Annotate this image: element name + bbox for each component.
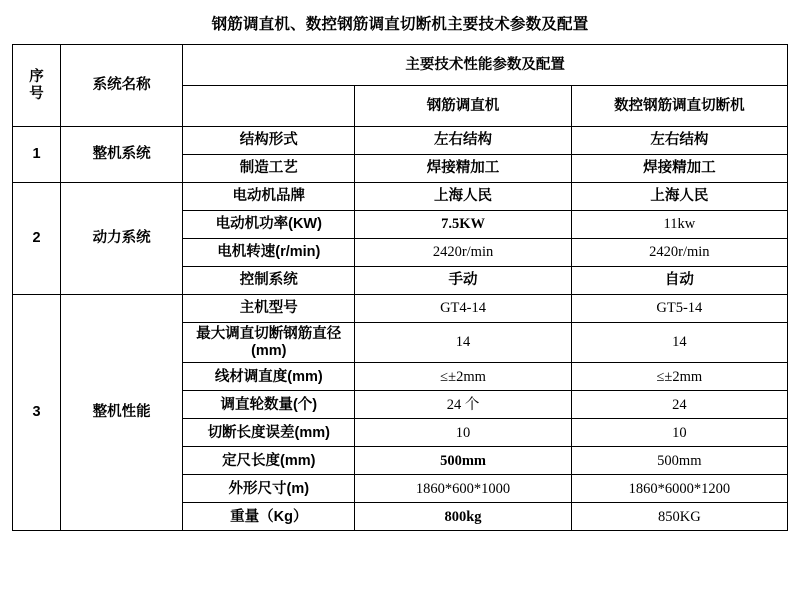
row-item-label: 重量（Kg） [183, 503, 355, 531]
row-value-machine-b: GT5-14 [571, 295, 787, 323]
row-value-machine-a: 7.5KW [355, 211, 571, 239]
row-item-label: 切断长度误差(mm) [183, 419, 355, 447]
row-value-machine-b: ≤±2mm [571, 363, 787, 391]
row-item-label: 定尺长度(mm) [183, 447, 355, 475]
header-item-blank [183, 86, 355, 127]
row-value-machine-b: 24 [571, 391, 787, 419]
row-value-machine-b: 11kw [571, 211, 787, 239]
row-value-machine-a: 焊接精加工 [355, 155, 571, 183]
row-value-machine-b: 500mm [571, 447, 787, 475]
row-item-label: 制造工艺 [183, 155, 355, 183]
row-value-machine-a: GT4-14 [355, 295, 571, 323]
row-value-machine-a: 14 [355, 323, 571, 363]
row-value-machine-b: 10 [571, 419, 787, 447]
row-value-machine-b: 自动 [571, 267, 787, 295]
page-title: 钢筋调直机、数控钢筋调直切断机主要技术参数及配置 [211, 16, 589, 33]
table-header-row-1 [13, 45, 788, 86]
header-seq-line1: 序 [29, 68, 44, 85]
header-machine-a: 钢筋调直机 [355, 86, 571, 127]
row-value-machine-b: 左右结构 [571, 127, 787, 155]
row-value-machine-a: 500mm [355, 447, 571, 475]
row-item-label: 主机型号 [183, 295, 355, 323]
row-value-machine-a: ≤±2mm [355, 363, 571, 391]
row-value-machine-a: 手动 [355, 267, 571, 295]
row-value-machine-b: 2420r/min [571, 239, 787, 267]
row-item-label: 电动机品牌 [183, 183, 355, 211]
row-item-label: 调直轮数量(个) [183, 391, 355, 419]
row-item-label: 线材调直度(mm) [183, 363, 355, 391]
row-value-machine-b: 上海人民 [571, 183, 787, 211]
row-value-machine-a: 800kg [355, 503, 571, 531]
row-item-label: 结构形式 [183, 127, 355, 155]
row-value-machine-a: 24 个 [355, 391, 571, 419]
spec-table [12, 44, 788, 531]
row-value-machine-b: 14 [571, 323, 787, 363]
row-value-machine-a: 10 [355, 419, 571, 447]
spec-table-container [0, 44, 800, 531]
table-row [13, 183, 788, 211]
table-row [13, 127, 788, 155]
row-value-machine-a: 左右结构 [355, 127, 571, 155]
header-seq [13, 45, 61, 127]
row-item-label: 电动机功率(KW) [183, 211, 355, 239]
row-value-machine-b: 850KG [571, 503, 787, 531]
header-machine-b: 数控钢筋调直切断机 [571, 86, 787, 127]
header-seq-line2: 号 [29, 85, 44, 102]
group-seq: 2 [13, 183, 61, 295]
group-name: 动力系统 [61, 183, 183, 295]
row-value-machine-b: 1860*6000*1200 [571, 475, 787, 503]
header-spec-group: 主要技术性能参数及配置 [183, 45, 788, 86]
group-name: 整机性能 [61, 295, 183, 531]
row-item-label: 最大调直切断钢筋直径(mm) [183, 323, 355, 363]
row-item-label: 控制系统 [183, 267, 355, 295]
header-system-name: 系统名称 [61, 45, 183, 127]
row-value-machine-a: 1860*600*1000 [355, 475, 571, 503]
row-value-machine-a: 上海人民 [355, 183, 571, 211]
row-item-label: 电机转速(r/min) [183, 239, 355, 267]
group-seq: 1 [13, 127, 61, 183]
row-value-machine-b: 焊接精加工 [571, 155, 787, 183]
row-item-label: 外形尺寸(m) [183, 475, 355, 503]
table-row [13, 295, 788, 323]
row-value-machine-a: 2420r/min [355, 239, 571, 267]
group-seq: 3 [13, 295, 61, 531]
group-name: 整机系统 [61, 127, 183, 183]
